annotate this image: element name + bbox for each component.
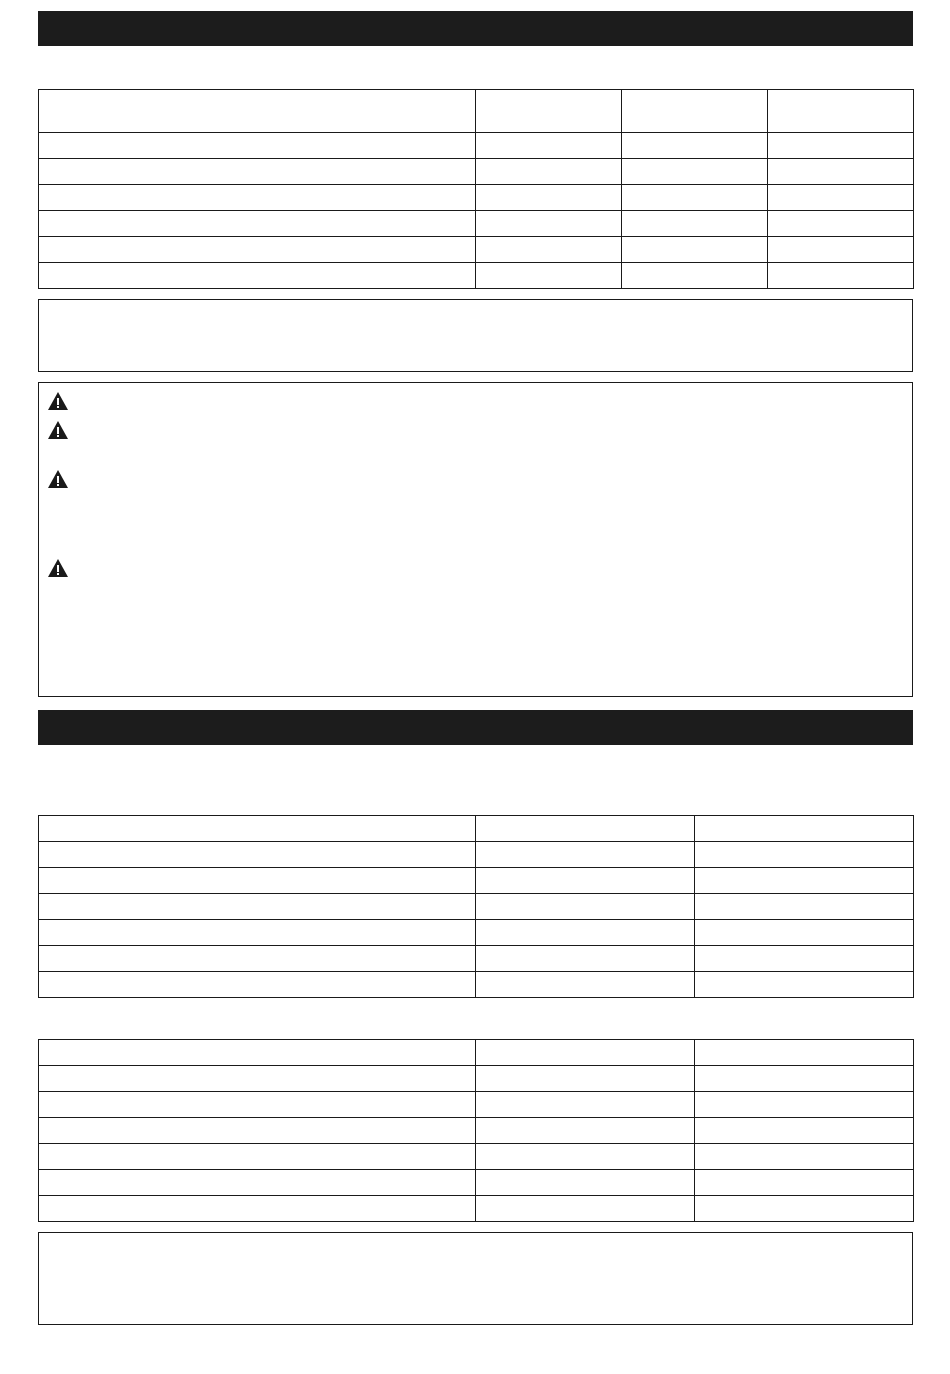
table-cell — [476, 1066, 695, 1092]
table-cell — [695, 1092, 914, 1118]
table-cell — [39, 868, 476, 894]
table-row — [39, 894, 914, 920]
warning-triangle-icon — [47, 558, 69, 578]
table-cell — [476, 263, 622, 289]
table-cell — [39, 133, 476, 159]
table-row — [39, 1170, 914, 1196]
table-cell — [476, 185, 622, 211]
table-row — [39, 1196, 914, 1222]
table-cell — [476, 1144, 695, 1170]
table-cell — [768, 237, 914, 263]
table-cell — [695, 816, 914, 842]
table-row — [39, 946, 914, 972]
table-cell — [476, 1118, 695, 1144]
table-cell — [695, 842, 914, 868]
table-row — [39, 263, 914, 289]
table-cell — [476, 946, 695, 972]
table-cell — [476, 894, 695, 920]
table-cell — [476, 237, 622, 263]
table-cell — [695, 868, 914, 894]
table-cell — [39, 159, 476, 185]
table-row — [39, 842, 914, 868]
table-header-cell — [768, 90, 914, 133]
table-row — [39, 133, 914, 159]
table-row — [39, 185, 914, 211]
table-cell — [768, 159, 914, 185]
section-header-bar — [38, 710, 913, 745]
table-cell — [695, 972, 914, 998]
warning-triangle-icon — [47, 391, 69, 411]
warning-triangle-icon — [47, 469, 69, 489]
table-cell — [476, 920, 695, 946]
table-cell — [476, 1092, 695, 1118]
table-cell — [39, 263, 476, 289]
table-cell — [476, 972, 695, 998]
table-cell — [476, 133, 622, 159]
section-header-bar — [38, 11, 913, 46]
table-cell — [39, 1066, 476, 1092]
table-cell — [695, 1196, 914, 1222]
table-cell — [695, 920, 914, 946]
note-box — [38, 1232, 913, 1325]
table-cell — [768, 185, 914, 211]
note-box — [38, 299, 913, 372]
table-cell — [476, 1040, 695, 1066]
table-row — [39, 920, 914, 946]
table-cell — [622, 237, 768, 263]
spec-table-3 — [38, 1039, 914, 1222]
spec-table-2 — [38, 815, 914, 998]
table-cell — [39, 894, 476, 920]
table-row — [39, 868, 914, 894]
table-row — [39, 1040, 914, 1066]
table-header-row — [39, 90, 914, 133]
spec-table-1 — [38, 89, 914, 289]
table-header-cell — [622, 90, 768, 133]
table-cell — [622, 263, 768, 289]
table-row — [39, 1092, 914, 1118]
table-cell — [476, 159, 622, 185]
table-cell — [476, 1170, 695, 1196]
table-header-cell — [476, 90, 622, 133]
table-cell — [39, 972, 476, 998]
table-cell — [39, 1118, 476, 1144]
table-row — [39, 816, 914, 842]
table-cell — [622, 185, 768, 211]
table-cell — [39, 816, 476, 842]
table-cell — [476, 842, 695, 868]
table-cell — [39, 920, 476, 946]
table-cell — [39, 1144, 476, 1170]
table-cell — [39, 842, 476, 868]
table-cell — [476, 816, 695, 842]
warning-box — [38, 382, 913, 697]
table-cell — [476, 211, 622, 237]
table-cell — [476, 1196, 695, 1222]
table-cell — [695, 1118, 914, 1144]
table-row — [39, 237, 914, 263]
table-cell — [39, 237, 476, 263]
table-cell — [622, 211, 768, 237]
table-cell — [39, 185, 476, 211]
table-cell — [622, 133, 768, 159]
table-row — [39, 1144, 914, 1170]
table-cell — [695, 946, 914, 972]
warning-triangle-icon — [47, 420, 69, 440]
table-cell — [39, 946, 476, 972]
table-cell — [622, 159, 768, 185]
table-cell — [768, 211, 914, 237]
table-cell — [695, 894, 914, 920]
table-cell — [695, 1170, 914, 1196]
table-row — [39, 211, 914, 237]
table-row — [39, 1066, 914, 1092]
table-row — [39, 159, 914, 185]
table-row — [39, 972, 914, 998]
table-cell — [695, 1040, 914, 1066]
table-cell — [768, 133, 914, 159]
table-cell — [39, 1040, 476, 1066]
table-cell — [695, 1144, 914, 1170]
table-cell — [768, 263, 914, 289]
table-row — [39, 1118, 914, 1144]
table-cell — [39, 1092, 476, 1118]
table-cell — [476, 868, 695, 894]
table-cell — [39, 211, 476, 237]
table-cell — [39, 1170, 476, 1196]
table-cell — [39, 1196, 476, 1222]
table-header-cell — [39, 90, 476, 133]
table-cell — [695, 1066, 914, 1092]
